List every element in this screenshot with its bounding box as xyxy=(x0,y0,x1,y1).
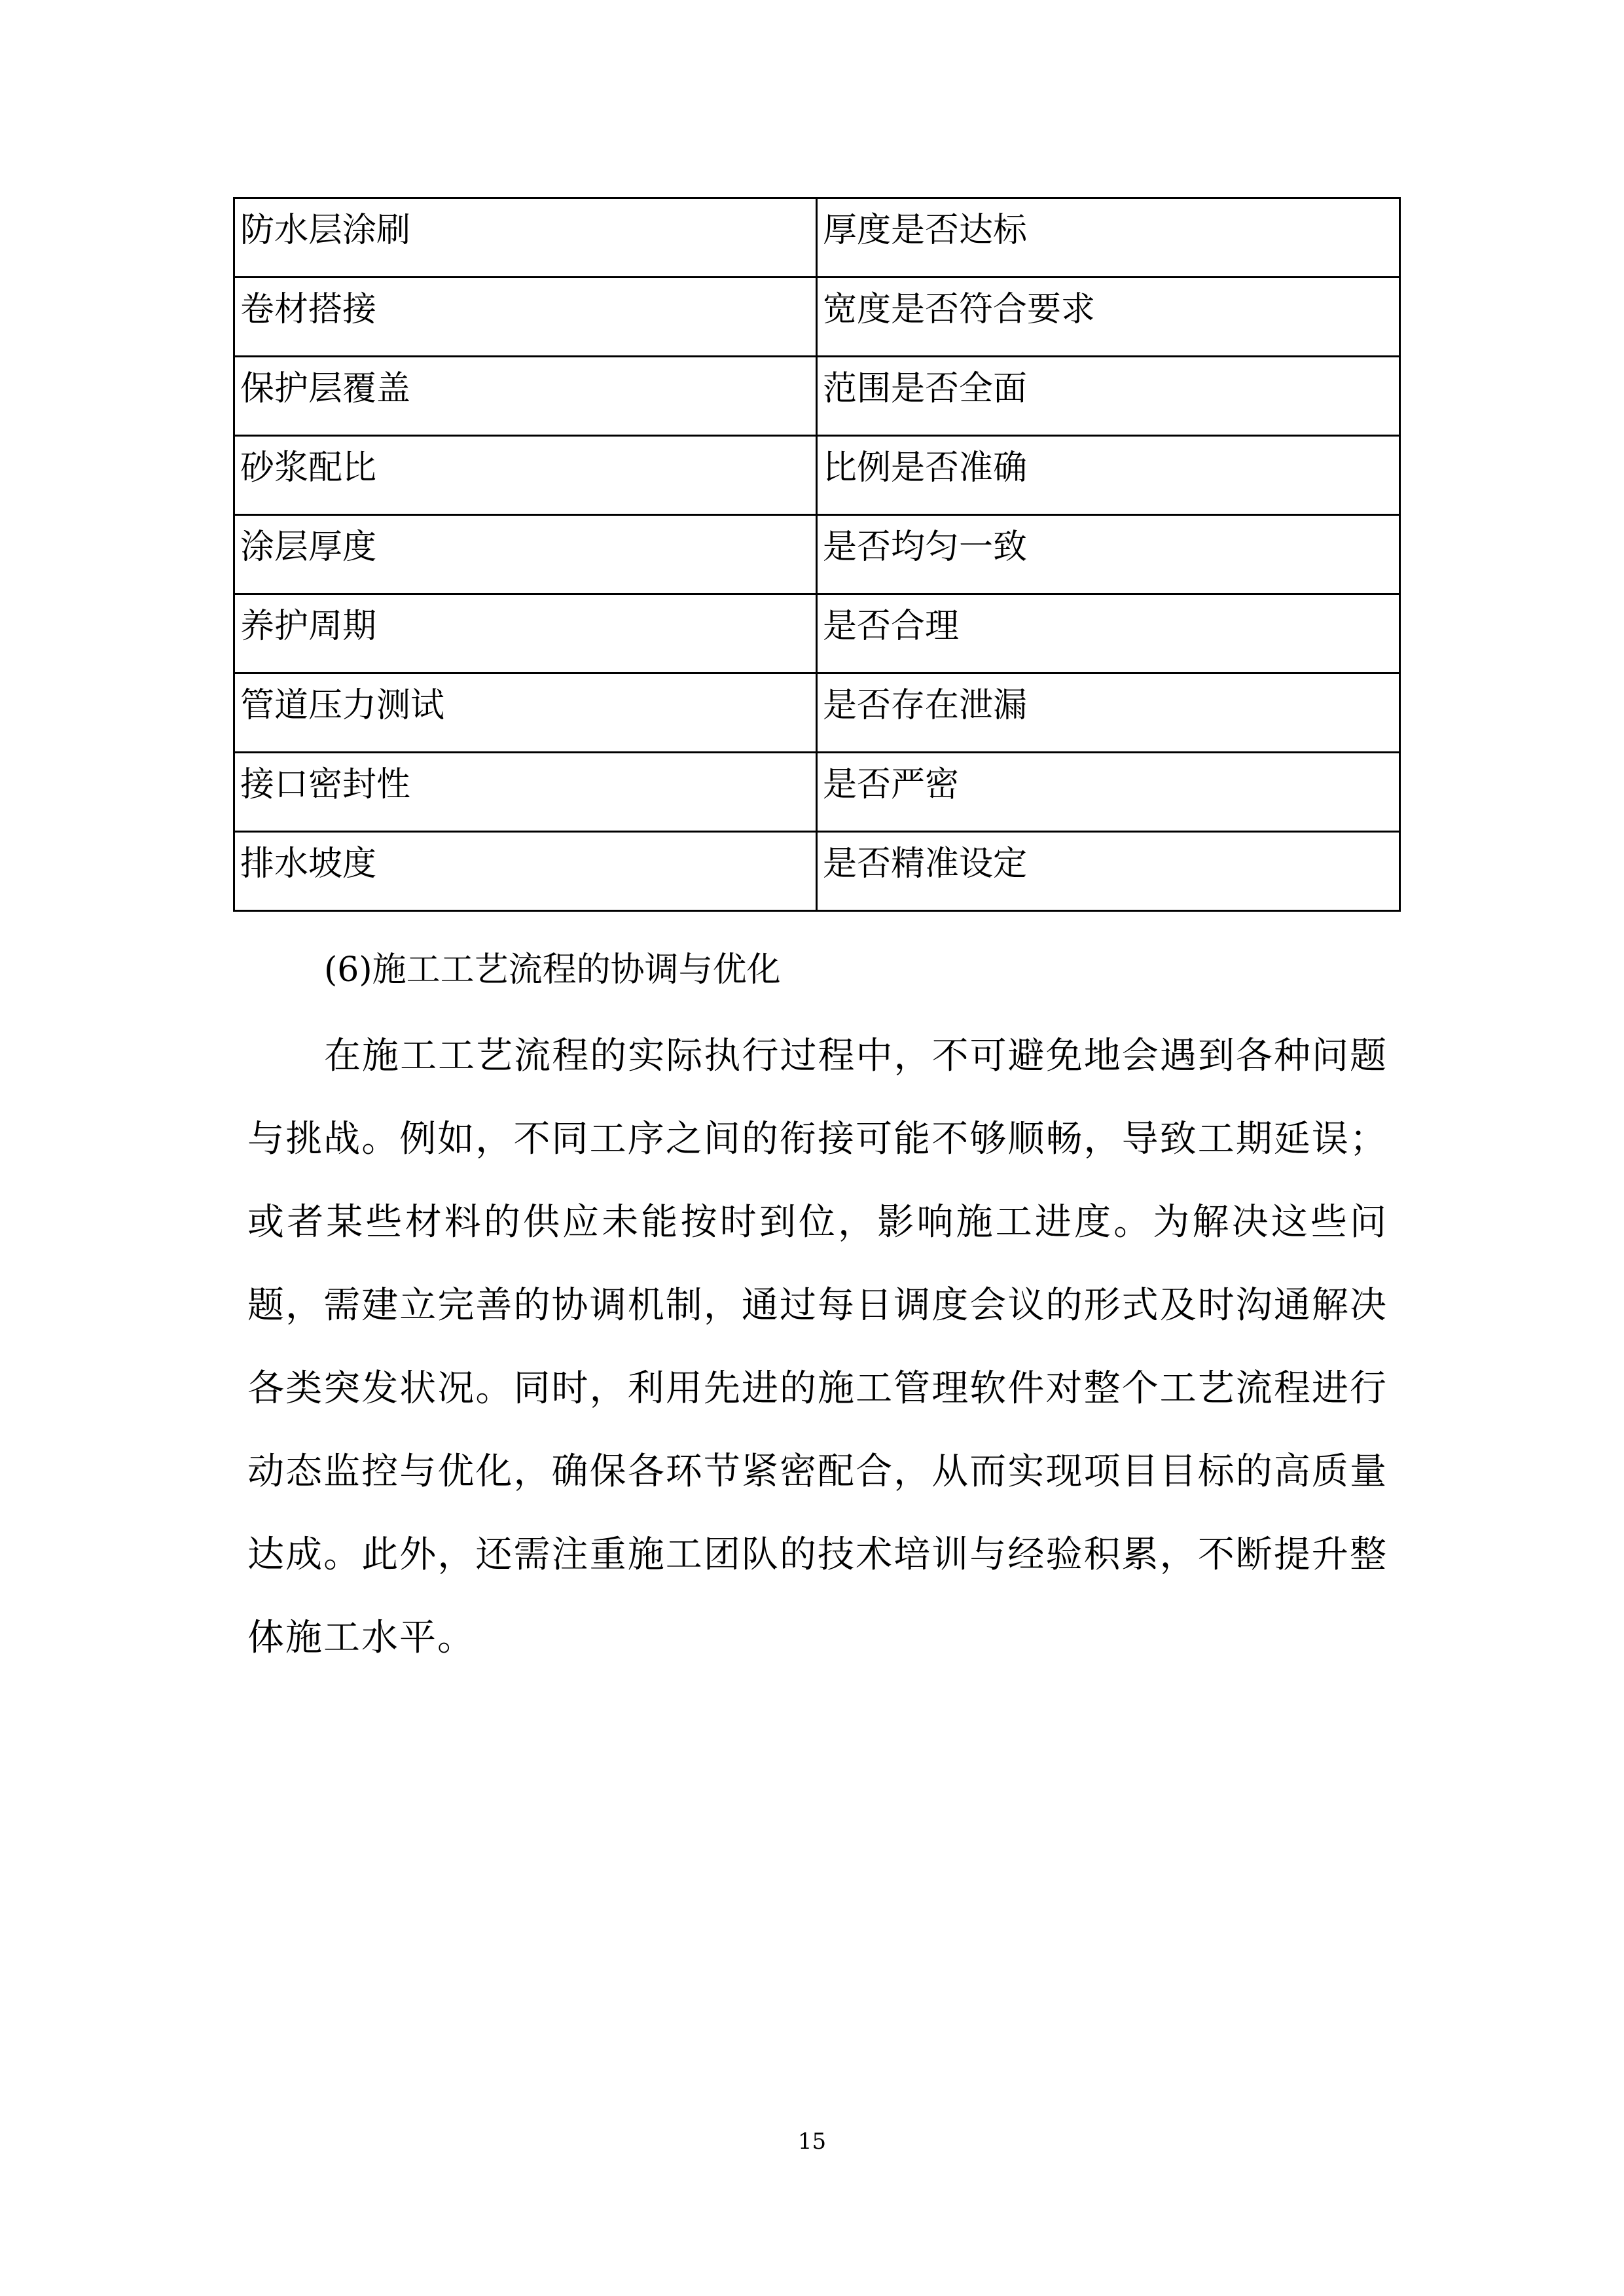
table-cell-check: 是否存在泄漏 xyxy=(817,673,1400,753)
table-row xyxy=(234,673,1400,753)
table-cell-check: 是否均匀一致 xyxy=(817,515,1400,594)
table-row xyxy=(234,753,1400,832)
table-cell-item: 保护层覆盖 xyxy=(234,357,817,436)
table-row xyxy=(234,594,1400,673)
section-heading: (6)施工工艺流程的协调与优化 xyxy=(324,950,781,990)
table-cell-item: 排水坡度 xyxy=(234,832,817,911)
table-cell-check: 是否合理 xyxy=(817,594,1400,673)
table-row xyxy=(234,198,1400,278)
table-row xyxy=(234,357,1400,436)
table-cell-item: 防水层涂刷 xyxy=(234,198,817,278)
table-cell-item: 管道压力测试 xyxy=(234,673,817,753)
table-cell-check: 范围是否全面 xyxy=(817,357,1400,436)
table-cell-check: 比例是否准确 xyxy=(817,436,1400,515)
table-row xyxy=(234,515,1400,594)
table-cell-check: 是否严密 xyxy=(817,753,1400,832)
table-cell-item: 养护周期 xyxy=(234,594,817,673)
table-cell-item: 砂浆配比 xyxy=(234,436,817,515)
table-cell-check: 是否精准设定 xyxy=(817,832,1400,911)
table-cell-item: 涂层厚度 xyxy=(234,515,817,594)
page-number: 15 xyxy=(797,2128,827,2155)
table-cell-item: 卷材搭接 xyxy=(234,278,817,357)
table-cell-check: 宽度是否符合要求 xyxy=(817,278,1400,357)
table-row xyxy=(234,278,1400,357)
inspection-table xyxy=(233,197,1401,912)
table-cell-check: 厚度是否达标 xyxy=(817,198,1400,278)
body-paragraph: 在施工工艺流程的实际执行过程中，不可避免地会遇到各种问题与挑战。例如，不同工序之间的衔接可能不够顺畅，导致工期延误；或者某些材料的供应未能按时到位，影响施工进度。为解决这些问题，需建立完善的协调机制，通过每日调度会议的形式及时沟通解决各类突发状况。同时，利用先进的施工管理软件对整个工艺流程进行动态监控与优化，确保各环节紧密配合，从而实现项目目标的高质量达成。此外，还需注重施工团队的技术培训与经验积累，不断提升整体施工水平。 xyxy=(247,1035,1388,1659)
table-cell-item: 接口密封性 xyxy=(234,753,817,832)
table-row xyxy=(234,832,1400,911)
table-row xyxy=(234,436,1400,515)
